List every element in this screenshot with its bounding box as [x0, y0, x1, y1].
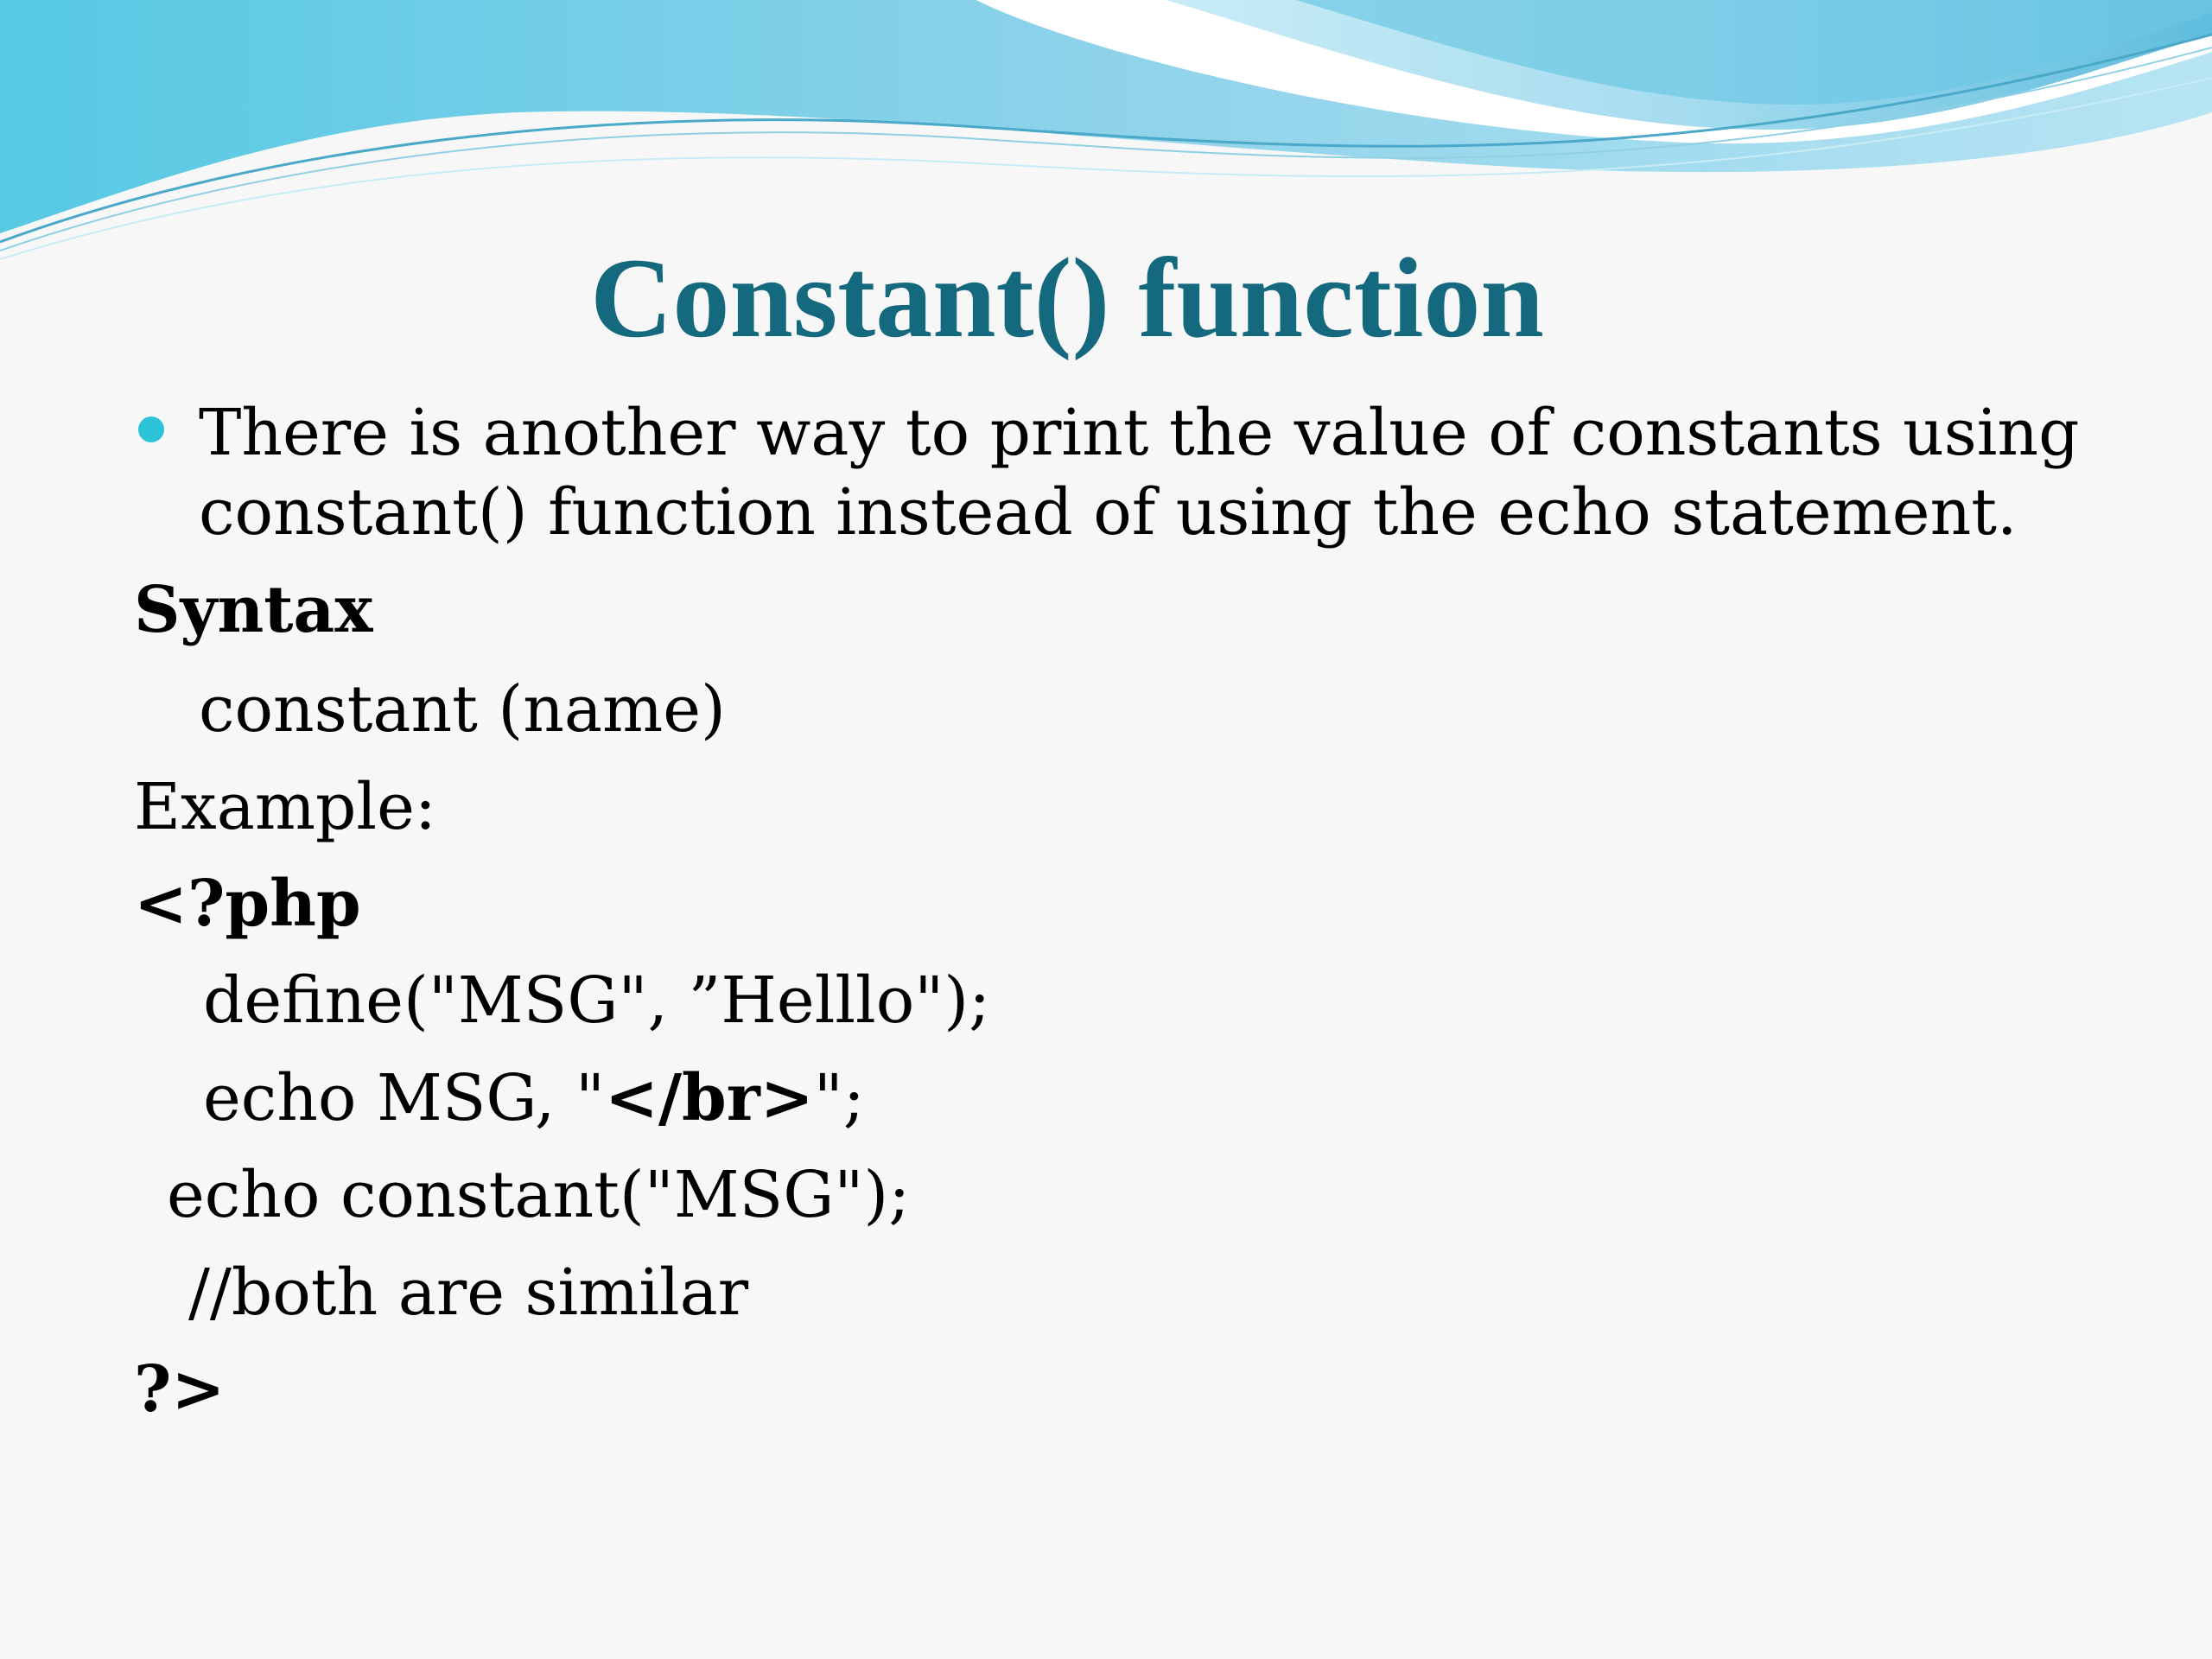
echo-suffix: "; — [813, 1061, 865, 1135]
code-comment-line: //both are similar — [188, 1255, 749, 1330]
php-close-tag: ?> — [134, 1352, 226, 1427]
code-echo-line — [203, 1058, 865, 1138]
slide-title: Constant() function — [590, 234, 1544, 361]
syntax-heading: Syntax — [134, 573, 373, 647]
code-echo-constant-line: echo constant("MSG"); — [167, 1158, 911, 1232]
echo-br-tag: </br> — [605, 1061, 814, 1135]
bullet-text: There is another way to print the value of constants using constant() function instead of using the echo statement. — [199, 396, 2080, 550]
header-wave-decoration — [0, 0, 2212, 259]
example-label: Example: — [134, 770, 436, 844]
php-open-tag: <?php — [134, 867, 361, 941]
bullet-dot-icon — [138, 416, 164, 442]
echo-prefix: echo MSG, " — [203, 1061, 605, 1135]
syntax-line: constant (name) — [199, 672, 726, 747]
code-define-line: define("MSG", ”Helllo"); — [203, 963, 991, 1038]
